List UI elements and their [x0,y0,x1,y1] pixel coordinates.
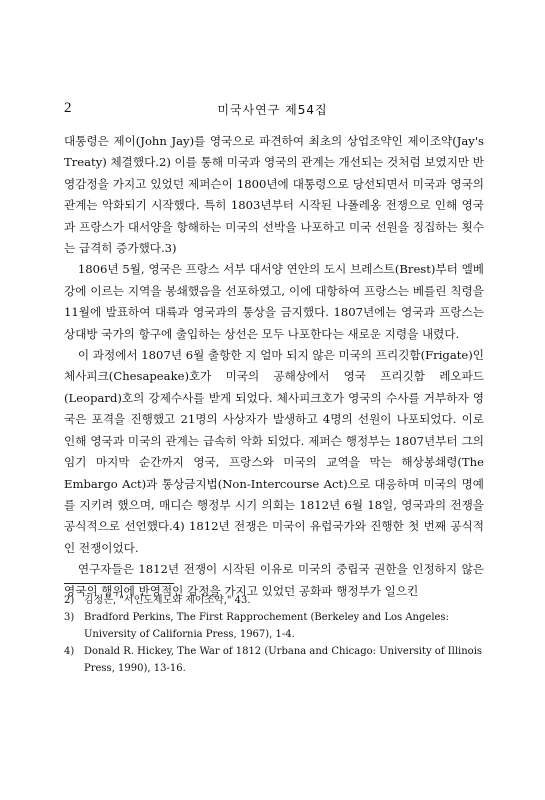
running-head: 미국사연구 제54집 [217,103,328,117]
paragraph: 1806년 5월, 영국은 프랑스 서부 대서양 연안의 도시 브레스트(Brest)부터 엘베강에 이르는 지역을 봉쇄했음을 선포하였고, 이에 대항하여 프랑스는 베를린 칙령을 11월에 발표하여 대륙과 영국과의 통상을 금지했다. 1807년에는 영국과 프랑스는 상대방 국가의 항구에 출입하는 상선은 모두 나포한다는 새로운 지령을 내렸다. [64,262,484,341]
footnote [64,592,484,609]
footnote-divider [64,583,174,584]
page-number: 2 [64,100,72,116]
footnote-text: Bradford Perkins, The First Rapprochement (Berkeley and Los Angeles: University of California Press, 1967), 1-4. [84,612,449,640]
footnotes [64,592,484,677]
paragraph: 이 과정에서 1807년 6월 출항한 지 얼마 되지 않은 미국의 프리깃함(Frigate)인 체사피크(Chesapeake)호가 미국의 공해상에서 영국 프리깃함 레오파드(Leopard)호의 강제수사를 받게 되었다. 체사피크호가 영국의 수사를 거부하자 영국은 포격을 진행했고 21명의 사상자가 발생하고 4명의 선원이 나포되었다. 이로 인해 영국과 미국의 관계는 급속히 악화 되었다. 제퍼슨 행정부는 1807년부터 그의 임기 마지막 순간까지 영국, 프랑스와 미국의 교역을 막는 해상봉쇄령(The Embargo Act)과 통상금지법(Non-Intercourse Act)으로 대응하며 미국의 명예를 지키려 했으며, 매디슨 행정부 시기 의회는 1812년 6월 18일, 영국과의 전쟁을 공식적으로 선언했다.4) 1812년 전쟁은 미국이 유럽국가와 진행한 첫 번째 공식적인 전쟁이었다. [64,348,484,555]
body-text [64,131,484,602]
footnote-mark: 4) [64,646,75,657]
page-header [64,100,481,120]
footnote-text: 김정은, "서인도제도와 제이조약," 43. [84,595,251,606]
footnote-text: Donald R. Hickey, The War of 1812 (Urbana and Chicago: University of Illinois Press, 1990), 13-16. [84,646,483,674]
footnote-mark: 3) [64,612,75,623]
paragraph: 연구자들은 1812년 전쟁이 시작된 이유로 미국의 중립국 권한을 인정하지 않은 영국의 행위에 반영적인 감정을 가지고 있었던 공화파 행정부가 일으킨 [64,562,484,598]
paragraph: 대통령은 제이(John Jay)를 영국으로 파견하여 최초의 상업조약인 제이조약(Jay's Treaty) 체결했다.2) 이를 통해 미국과 영국의 관계는 개선되는 것처럼 보였지만 반영감정을 가지고 있었던 제퍼슨이 1800년에 대통령으로 당선되면서 미국과 영국의 관계는 악화되기 시작했다. 특히 1803년부터 시작된 나폴레옹 전쟁으로 인해 영국과 프랑스가 대서양을 항해하는 미국의 선박을 나포하고 미국 선원을 징집하는 횟수는 급격히 증가했다.3) [64,134,485,256]
footnote [64,643,484,677]
footnote [64,609,484,643]
footnote-mark: 2) [64,595,75,606]
